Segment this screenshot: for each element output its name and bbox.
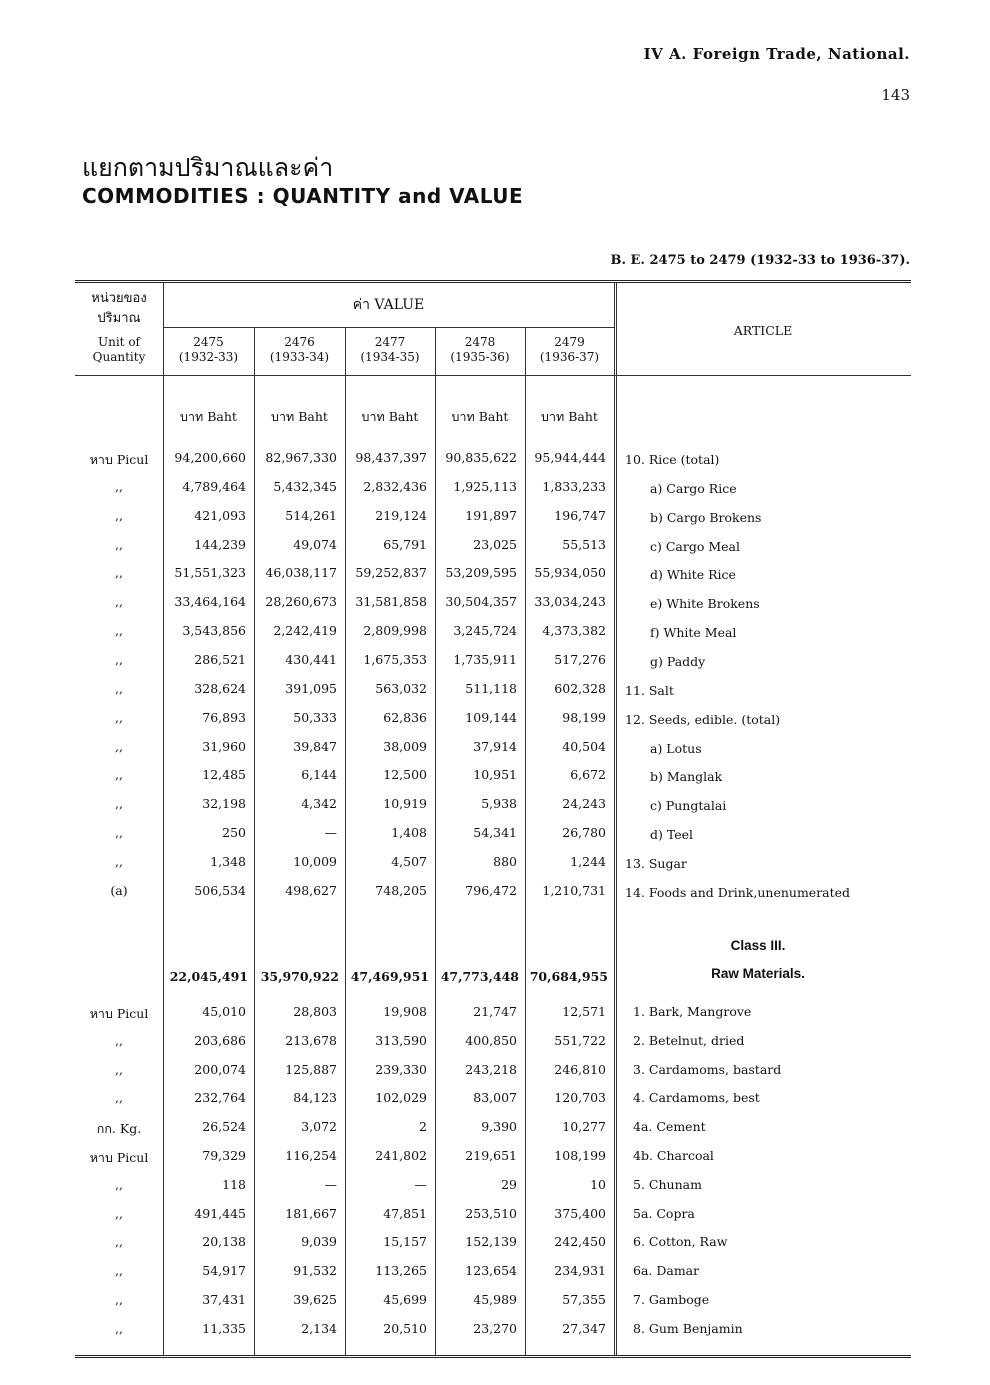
year-header — [254, 335, 345, 365]
year-header — [345, 335, 435, 365]
value-cell: 748,205 — [375, 882, 427, 898]
value-cell: — — [324, 825, 337, 841]
value-cell: 94,200,660 — [174, 450, 246, 465]
value-cell: 91,532 — [293, 1263, 337, 1279]
year-be: 2477 — [374, 335, 406, 349]
value-cell: 116,254 — [285, 1148, 337, 1163]
year-be: 2479 — [554, 335, 585, 349]
currency-label: บาท Baht — [271, 409, 328, 424]
value-cell: 10,919 — [383, 796, 427, 812]
value-cell: 200,074 — [194, 1061, 246, 1077]
unit-cell: ,, — [115, 796, 123, 812]
value-cell: 10,951 — [473, 767, 517, 783]
value-cell: 54,341 — [473, 825, 517, 841]
currency-label: บาท Baht — [180, 409, 237, 424]
value-cell: 1,348 — [210, 853, 246, 869]
value-cell: 2 — [419, 1119, 427, 1135]
value-cell: 102,029 — [375, 1090, 427, 1106]
article-cell: 14. Foods and Drink,unenumerated — [625, 884, 851, 900]
value-cell: 123,654 — [465, 1263, 517, 1279]
unit-cell: ,, — [115, 1263, 123, 1279]
value-cell: 144,239 — [194, 536, 246, 552]
value-cell: 47,851 — [383, 1205, 427, 1221]
currency-label: บาท Baht — [541, 409, 598, 424]
article-cell: 8. Gum Benjamin — [633, 1320, 743, 1336]
value-cell: 26,524 — [202, 1119, 246, 1135]
unit-cell: ,, — [115, 767, 123, 783]
value-cell: 253,510 — [465, 1205, 517, 1221]
article-cell: 6. Cotton, Raw — [633, 1234, 728, 1250]
unit-cell: กก. Kg. — [96, 1121, 142, 1137]
value-cell: 391,095 — [285, 680, 337, 696]
year-ad: (1933-34) — [269, 350, 330, 364]
value-cell: 246,810 — [554, 1061, 606, 1077]
value-cell: 430,441 — [285, 651, 337, 667]
year-be: 2476 — [284, 335, 315, 349]
value-cell: 37,431 — [202, 1292, 246, 1307]
article-cell: 7. Gamboge — [633, 1292, 710, 1307]
value-cell: 498,627 — [285, 882, 337, 898]
value-cell: 181,667 — [285, 1205, 337, 1221]
value-cell: 12,571 — [562, 1004, 606, 1019]
col-divider — [163, 283, 164, 1355]
unit-header-en: Unit of Quantity — [92, 335, 146, 364]
year-ad: (1936-37) — [539, 350, 600, 364]
unit-cell: ,, — [115, 478, 123, 494]
article-cell: 10. Rice (total) — [625, 452, 720, 467]
value-cell: 45,699 — [383, 1292, 427, 1307]
value-cell: 31,960 — [202, 738, 246, 754]
class-total-cell: 22,045,491 — [169, 969, 248, 984]
commodities-table — [75, 280, 911, 1358]
value-cell: 421,093 — [194, 507, 246, 523]
value-cell: 242,450 — [554, 1234, 606, 1250]
value-cell: 400,850 — [465, 1032, 517, 1048]
value-cell: 6,144 — [301, 767, 337, 783]
value-cell: 33,034,243 — [534, 594, 606, 610]
header-rule — [163, 327, 614, 328]
unit-cell: ,, — [115, 623, 123, 639]
value-cell: 27,347 — [562, 1320, 606, 1336]
article-cell: 4b. Charcoal — [633, 1148, 714, 1163]
value-cell: 38,009 — [383, 738, 427, 754]
article-cell: 12. Seeds, edible. (total) — [625, 711, 781, 727]
value-cell: 2,134 — [301, 1320, 337, 1336]
class-subheading: Raw Materials. — [711, 966, 805, 981]
value-cell: 3,072 — [301, 1119, 337, 1135]
col-divider — [614, 283, 617, 1355]
value-cell: 95,944,444 — [534, 450, 606, 465]
value-cell: 328,624 — [194, 680, 246, 696]
value-cell: 30,504,357 — [445, 594, 517, 610]
value-cell: 10,277 — [562, 1119, 606, 1135]
header-rule — [75, 375, 911, 376]
value-cell: 84,123 — [293, 1090, 337, 1106]
value-cell: 563,032 — [375, 680, 427, 696]
value-cell: 152,139 — [465, 1234, 517, 1250]
value-cell: 31,581,858 — [355, 594, 427, 610]
value-cell: 602,328 — [554, 680, 606, 696]
value-cell: 203,686 — [194, 1032, 246, 1048]
value-cell: 50,333 — [293, 709, 337, 725]
value-cell: 5,432,345 — [273, 478, 337, 494]
value-cell: 98,199 — [562, 709, 606, 725]
value-cell: 83,007 — [473, 1090, 517, 1106]
value-cell: 76,893 — [202, 709, 246, 725]
value-cell: 20,510 — [383, 1320, 427, 1336]
value-cell: 880 — [493, 853, 517, 869]
year-be: 2478 — [464, 335, 496, 349]
unit-cell: ,, — [115, 680, 123, 696]
unit-cell: ,, — [115, 1090, 123, 1106]
value-cell: 10 — [590, 1176, 606, 1192]
value-cell: 12,500 — [383, 767, 427, 783]
value-cell: 3,245,724 — [453, 623, 517, 639]
year-header — [525, 335, 614, 365]
article-cell: c) Pungtalai — [650, 798, 727, 814]
value-cell: 511,118 — [465, 680, 517, 696]
unit-cell: หาบ Picul — [89, 452, 149, 467]
article-cell: 5a. Copra — [633, 1205, 695, 1221]
value-cell: 23,270 — [473, 1320, 517, 1336]
value-cell: 19,908 — [383, 1004, 427, 1019]
value-cell: 65,791 — [383, 536, 427, 552]
year-header — [163, 335, 254, 365]
value-cell: — — [414, 1176, 427, 1192]
value-cell: 4,789,464 — [182, 478, 246, 494]
article-cell: d) White Rice — [650, 567, 736, 583]
value-cell: 55,934,050 — [534, 565, 606, 581]
value-cell: 20,138 — [202, 1234, 246, 1250]
value-cell: 1,244 — [570, 853, 606, 869]
value-cell: 232,764 — [194, 1090, 246, 1106]
value-cell: 1,735,911 — [453, 651, 517, 667]
value-cell: 243,218 — [465, 1061, 517, 1077]
value-cell: 29 — [501, 1176, 517, 1192]
value-cell: 234,931 — [554, 1263, 606, 1279]
value-cell: 313,590 — [375, 1032, 427, 1048]
value-cell: 2,242,419 — [273, 623, 337, 639]
article-cell: 13. Sugar — [625, 855, 687, 871]
section-header: IV A. Foreign Trade, National. — [643, 45, 910, 63]
unit-cell: ,, — [115, 1032, 123, 1048]
value-cell: 11,335 — [202, 1320, 246, 1336]
unit-cell: ,, — [115, 565, 123, 581]
value-cell: 551,722 — [554, 1032, 606, 1048]
value-cell: 33,464,164 — [174, 594, 246, 610]
value-cell: 5,938 — [481, 796, 517, 812]
unit-cell: ,, — [115, 536, 123, 552]
value-cell: 219,651 — [465, 1148, 517, 1163]
value-cell: 45,010 — [202, 1004, 246, 1019]
value-cell: 196,747 — [554, 507, 606, 523]
value-cell: 39,847 — [293, 738, 337, 754]
value-cell: 28,260,673 — [265, 594, 337, 610]
value-cell: 1,408 — [391, 825, 427, 841]
article-cell: 11. Salt — [625, 682, 674, 698]
class-total-cell: 70,684,955 — [529, 969, 608, 984]
article-cell: g) Paddy — [650, 653, 706, 669]
value-cell: 491,445 — [194, 1205, 246, 1221]
article-cell: 2. Betelnut, dried — [633, 1032, 745, 1048]
unit-cell: ,, — [115, 825, 123, 841]
value-header: ค่า VALUE — [352, 297, 425, 313]
title-english: COMMODITIES : QUANTITY and VALUE — [82, 184, 524, 208]
value-cell: 118 — [222, 1176, 246, 1192]
value-cell: 37,914 — [473, 738, 517, 754]
unit-cell: ,, — [115, 738, 123, 754]
unit-cell: ,, — [115, 594, 123, 610]
unit-cell: (a) — [110, 882, 128, 898]
value-cell: 32,198 — [202, 796, 246, 812]
article-cell: e) White Brokens — [650, 596, 760, 612]
class-total-cell: 47,469,951 — [350, 969, 429, 984]
value-cell: 506,534 — [194, 882, 246, 898]
page-number: 143 — [881, 86, 910, 104]
year-ad: (1932-33) — [178, 350, 239, 364]
unit-cell: ,, — [115, 853, 123, 869]
value-cell: 40,504 — [562, 738, 606, 754]
value-cell: 98,437,397 — [355, 450, 427, 465]
value-cell: 375,400 — [554, 1205, 606, 1221]
article-cell: c) Cargo Meal — [650, 538, 740, 554]
value-cell: 1,210,731 — [542, 882, 606, 898]
article-cell: f) White Meal — [650, 625, 737, 641]
article-cell: b) Cargo Brokens — [650, 509, 762, 525]
value-cell: 26,780 — [562, 825, 606, 841]
value-cell: 51,551,323 — [174, 565, 246, 581]
article-cell: a) Cargo Rice — [650, 480, 737, 496]
year-ad: (1934-35) — [360, 350, 420, 364]
value-cell: 9,390 — [481, 1119, 517, 1135]
unit-cell: ,, — [115, 507, 123, 523]
value-cell: 21,747 — [473, 1004, 517, 1019]
value-cell: 3,543,856 — [182, 623, 246, 639]
value-cell: 39,625 — [293, 1292, 337, 1307]
article-cell: 5. Chunam — [633, 1176, 702, 1192]
value-cell: 53,209,595 — [445, 565, 517, 581]
value-cell: 113,265 — [375, 1263, 427, 1279]
value-cell: 239,330 — [375, 1061, 427, 1077]
unit-cell: ,, — [115, 709, 123, 725]
value-cell: 796,472 — [465, 882, 517, 898]
value-cell: 79,329 — [202, 1148, 246, 1163]
class-total-cell: 35,970,922 — [260, 969, 339, 984]
value-cell: 191,897 — [465, 507, 517, 523]
article-cell: d) Teel — [650, 827, 694, 843]
unit-cell: ,, — [115, 1205, 123, 1221]
value-cell: 2,809,998 — [363, 623, 427, 639]
value-cell: 108,199 — [554, 1148, 606, 1163]
unit-cell: ,, — [115, 651, 123, 667]
value-cell: 57,355 — [562, 1292, 606, 1307]
value-cell: 1,925,113 — [453, 478, 517, 494]
value-cell: 62,836 — [383, 709, 427, 725]
value-cell: 23,025 — [473, 536, 517, 552]
value-cell: 24,243 — [562, 796, 606, 812]
value-cell: 49,074 — [293, 536, 337, 552]
article-cell: 3. Cardamoms, bastard — [633, 1061, 782, 1077]
unit-header-thai: หน่วยของ ปริมาณ — [91, 291, 147, 326]
value-cell: 1,833,233 — [542, 478, 606, 494]
article-cell: b) Manglak — [650, 769, 723, 785]
value-cell: 2,832,436 — [363, 478, 427, 494]
value-cell: 15,157 — [383, 1234, 427, 1250]
value-cell: 10,009 — [293, 853, 337, 869]
value-cell: 517,276 — [554, 651, 606, 667]
article-header: ARTICLE — [733, 323, 793, 338]
value-cell: 4,507 — [391, 853, 427, 869]
article-cell: 4a. Cement — [633, 1119, 706, 1135]
title-thai: แยกตามปริมาณและค่า — [82, 153, 334, 182]
value-cell: 125,887 — [285, 1061, 337, 1077]
value-cell: 514,261 — [285, 507, 337, 523]
value-cell: 241,802 — [375, 1148, 427, 1163]
period-label: B. E. 2475 to 2479 (1932-33 to 1936-37). — [610, 253, 910, 268]
class-total-cell: 47,773,448 — [440, 969, 519, 984]
value-cell: 46,038,117 — [265, 565, 337, 581]
currency-label: บาท Baht — [361, 409, 419, 424]
value-cell: 4,342 — [301, 796, 337, 812]
value-cell: 45,989 — [473, 1292, 517, 1307]
class-heading: Class III. — [730, 938, 786, 953]
unit-cell: ,, — [115, 1176, 123, 1192]
year-be: 2475 — [193, 335, 224, 349]
value-cell: 213,678 — [285, 1032, 337, 1048]
value-cell: 12,485 — [202, 767, 246, 783]
article-cell: 4. Cardamoms, best — [633, 1090, 760, 1106]
unit-cell: ,, — [115, 1320, 123, 1336]
value-cell: 120,703 — [554, 1090, 606, 1106]
year-header — [435, 335, 525, 365]
year-ad: (1935-36) — [450, 350, 510, 364]
value-cell: 90,835,622 — [445, 450, 517, 465]
value-cell: 109,144 — [465, 709, 517, 725]
article-cell: 1. Bark, Mangrove — [633, 1004, 752, 1019]
article-cell: a) Lotus — [650, 740, 702, 756]
value-cell: 6,672 — [570, 767, 606, 783]
value-cell: 219,124 — [375, 507, 427, 523]
currency-label: บาท Baht — [451, 409, 509, 424]
unit-cell: ,, — [115, 1234, 123, 1250]
value-cell: — — [324, 1176, 337, 1192]
value-cell: 286,521 — [194, 651, 246, 667]
value-cell: 59,252,837 — [355, 565, 427, 581]
value-cell: 28,803 — [293, 1004, 337, 1019]
article-cell: 6a. Damar — [633, 1263, 700, 1279]
value-cell: 1,675,353 — [363, 651, 427, 667]
unit-cell: ,, — [115, 1061, 123, 1077]
value-cell: 9,039 — [301, 1234, 337, 1250]
value-cell: 4,373,382 — [542, 623, 606, 639]
unit-cell: หาบ Picul — [89, 1150, 149, 1165]
value-cell: 55,513 — [562, 536, 606, 552]
value-cell: 82,967,330 — [265, 450, 337, 465]
unit-cell: หาบ Picul — [89, 1006, 149, 1021]
value-cell: 250 — [222, 825, 246, 841]
value-cell: 54,917 — [202, 1263, 246, 1279]
unit-cell: ,, — [115, 1292, 123, 1307]
